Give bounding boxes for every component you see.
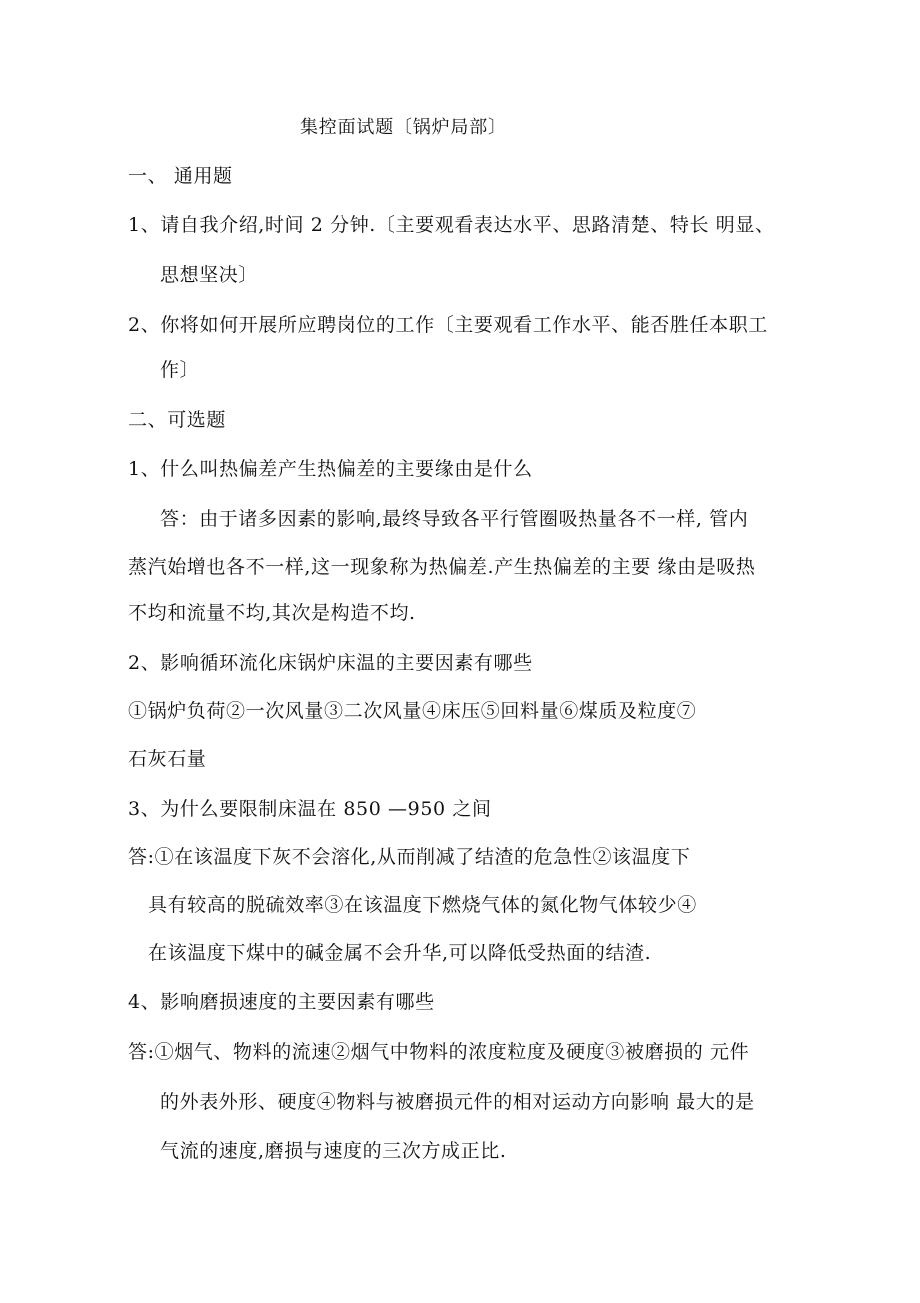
optional-answer-3-line-1: 答:①在该温度下灰不会溶化,从而削减了结渣的危急性②该温度下 (128, 846, 691, 868)
general-question-2-line-2: 作〕 (160, 359, 200, 381)
general-question-1-line-2: 思想坚决〕 (160, 264, 259, 286)
optional-answer-3-line-2: 具有较高的脱硫效率③在该温度下燃烧气体的氮化物气体较少④ (148, 894, 697, 916)
optional-question-3: 3、为什么要限制床温在 850 —950 之间 (128, 798, 492, 820)
optional-answer-4-line-2: 的外表外形、硬度④物料与被磨损元件的相对运动方向影响 最大的是 (160, 1091, 755, 1113)
section-heading-general: 一、 通用题 (128, 165, 233, 187)
general-question-2-line-1: 2、你将如何开展所应聘岗位的工作〔主要观看工作水平、能否胜任本职工 (128, 314, 768, 336)
optional-answer-2-line-2: 石灰石量 (128, 748, 207, 770)
optional-answer-3-line-3: 在该温度下煤中的碱金属不会升华,可以降低受热面的结渣. (148, 942, 652, 964)
optional-answer-4-line-1: 答:①烟气、物料的流速②烟气中物料的浓度粒度及硬度③被磨损的 元件 (128, 1041, 750, 1063)
document-title: 集控面试题〔锅炉局部〕 (300, 117, 507, 138)
optional-answer-1-line-2: 蒸汽始增也各不一样,这一现象称为热偏差.产生热偏差的主要 缘由是吸热 (128, 556, 756, 578)
optional-answer-1-line-1: 答：由于诸多因素的影响,最终导致各平行管圈吸热量各不一样, 管内 (160, 508, 749, 530)
optional-answer-2-line-1: ①锅炉负荷②一次风量③二次风量④床压⑤回料量⑥煤质及粒度⑦ (128, 700, 697, 722)
optional-answer-1-line-3: 不均和流量不均,其次是构造不均. (128, 602, 416, 624)
optional-question-4: 4、影响磨损速度的主要因素有哪些 (128, 991, 435, 1013)
section-heading-optional: 二、可选题 (128, 409, 227, 431)
optional-answer-4-line-3: 气流的速度,磨损与速度的三次方成正比. (160, 1140, 507, 1162)
optional-question-2: 2、影响循环流化床锅炉床温的主要因素有哪些 (128, 652, 533, 674)
general-question-1-line-1: 1、请自我介绍,时间 2 分钟.〔主要观看表达水平、思路清楚、特长 明显、 (128, 214, 775, 236)
optional-question-1: 1、什么叫热偏差产生热偏差的主要缘由是什么 (128, 458, 533, 480)
